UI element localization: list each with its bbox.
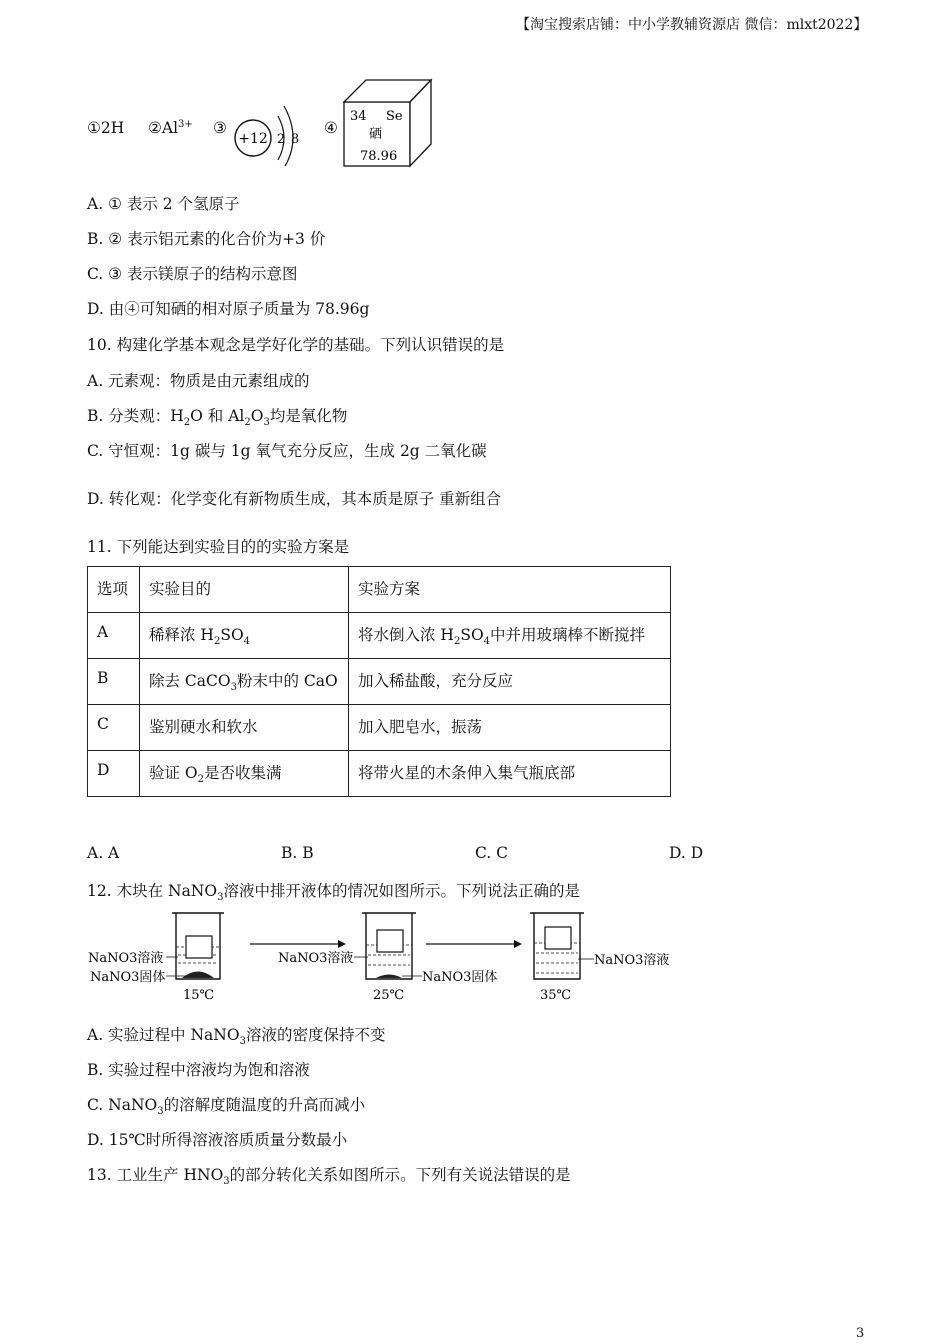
plan-text: 将水倒入浓 H — [358, 626, 454, 644]
element-symbol: Se — [386, 109, 403, 124]
q12-c-sub: 3 — [157, 1106, 164, 1118]
temp-25c: 25℃ — [373, 988, 405, 1003]
q10-b-mid1: O 和 Al — [190, 407, 245, 425]
q12-stem-post: 溶液中排开液体的情况如图所示。下列说法正确的是 — [223, 882, 580, 900]
q10-option-c: C. 守恒观：1g 碳与 1g 氧气充分反应，生成 2g 二氧化碳 — [87, 442, 487, 460]
row-option: A — [88, 613, 140, 659]
q12-stem — [87, 879, 580, 904]
q9-item2-charge: 3+ — [178, 118, 193, 130]
row-plan: 加入肥皂水，振荡 — [349, 705, 671, 751]
magnesium-atom-diagram — [228, 102, 308, 166]
q12-a-post: 溶液的密度保持不变 — [245, 1026, 386, 1044]
row-plan: 将带火星的木条伸入集气瓶底部 — [349, 751, 671, 797]
goal-text: 是否收集满 — [204, 764, 282, 782]
goal-text: 除去 CaCO — [149, 672, 231, 690]
q9-item2 — [148, 119, 193, 137]
plan-text: 中并用玻璃棒不断搅拌 — [490, 626, 646, 644]
nucleus-charge: +12 — [238, 131, 268, 147]
goal-text: 粉末中的 CaO — [236, 672, 338, 690]
q9-item3-label: ③ — [213, 119, 227, 137]
atomic-number: 34 — [350, 109, 367, 124]
q9-option-c: C. ③ 表示镁原子的结构示意图 — [87, 265, 298, 283]
solution-label-1: NaNO3溶液 — [88, 951, 164, 966]
goal-text: 验证 O — [149, 764, 198, 782]
q10-option-a: A. 元素观：物质是由元素组成的 — [87, 372, 310, 390]
row-option: B — [88, 659, 140, 705]
experiment-table — [87, 566, 671, 797]
q10-b-sub3: 3 — [263, 417, 270, 429]
selenium-element-cube — [342, 78, 436, 170]
solid-pile — [376, 975, 402, 979]
q9-item4-label: ④ — [324, 119, 338, 137]
solid-label-2: NaNO3固体 — [422, 970, 498, 985]
table-row — [88, 705, 671, 751]
row-goal — [140, 659, 349, 705]
q12-option-c — [87, 1093, 366, 1118]
row-goal: 鉴别硬水和软水 — [140, 705, 349, 751]
solution-label-3: NaNO3溶液 — [594, 953, 670, 968]
q12-c-pre: C. NaNO — [87, 1096, 158, 1114]
shell2-electrons: 8 — [290, 132, 300, 147]
q12-c-post: 的溶解度随温度的升高而减小 — [163, 1096, 366, 1114]
goal-sub: 4 — [243, 636, 251, 648]
q10-b-sub2: 2 — [244, 417, 251, 429]
shell1-electrons: 2 — [276, 132, 286, 147]
table-row — [88, 659, 671, 705]
q12-option-a — [87, 1023, 386, 1048]
q12-a-sub: 3 — [239, 1036, 246, 1048]
row-option: D — [88, 751, 140, 797]
q9-option-d: D. 由④可知硒的相对原子质量为 78.96g — [87, 300, 370, 318]
goal-sub: 3 — [230, 682, 237, 694]
page-number: 3 — [856, 1326, 865, 1341]
element-name: 硒 — [369, 127, 383, 142]
beaker-25c — [362, 913, 416, 979]
q9-item1: ①2H — [87, 119, 125, 137]
q12-option-b: B. 实验过程中溶液均为饱和溶液 — [87, 1061, 310, 1079]
plan-text: SO — [460, 626, 484, 644]
q11-option-c: C. C — [475, 844, 509, 862]
q10-b-prefix: B. 分类观：H — [87, 407, 184, 425]
table-header-row — [88, 567, 671, 613]
q11-option-d: D. D — [669, 844, 704, 862]
q13-stem-sub: 3 — [223, 1176, 230, 1188]
q11-option-a: A. A — [87, 844, 120, 862]
temp-15c: 15℃ — [183, 988, 215, 1003]
q9-option-b: B. ② 表示铝元素的化合价为+3 价 — [87, 230, 326, 248]
solid-pile — [182, 972, 214, 979]
goal-text: SO — [220, 626, 244, 644]
goal-text: 稀释浓 H — [149, 626, 214, 644]
q10-option-d: D. 转化观：化学变化有新物质生成，其本质是原子 重新组合 — [87, 490, 502, 508]
row-option: C — [88, 705, 140, 751]
q10-stem: 10. 构建化学基本观念是学好化学的基础。下列认识错误的是 — [87, 336, 505, 354]
q10-option-b — [87, 404, 348, 429]
solution-label-2: NaNO3溶液 — [278, 951, 354, 966]
q13-stem — [87, 1163, 571, 1188]
goal-sub: 2 — [213, 636, 221, 648]
q13-stem-pre: 13. 工业生产 HNO — [87, 1166, 224, 1184]
plan-sub: 2 — [453, 636, 461, 648]
q9-item2-text: ②Al — [148, 119, 179, 137]
q12-stem-pre: 12. 木块在 NaNO — [87, 882, 218, 900]
row-goal — [140, 751, 349, 797]
q9-option-a: A. ① 表示 2 个氢原子 — [87, 195, 240, 213]
solid-label-1: NaNO3固体 — [90, 970, 166, 985]
q10-b-mid2: O — [250, 407, 264, 425]
beaker-35c — [530, 913, 584, 979]
table-row — [88, 613, 671, 659]
q10-b-sub1: 2 — [183, 417, 191, 429]
header-banner: 【淘宝搜索店铺：中小学教辅资源店 微信：mlxt2022】 — [516, 17, 868, 33]
q12-option-d: D. 15℃时所得溶液溶质质量分数最小 — [87, 1131, 348, 1149]
row-plan — [349, 613, 671, 659]
beaker-diagram — [86, 905, 686, 1007]
header-goal: 实验目的 — [140, 567, 349, 613]
q11-stem: 11. 下列能达到实验目的的实验方案是 — [87, 538, 350, 556]
wood-block — [545, 927, 571, 949]
table-row — [88, 751, 671, 797]
plan-sub: 4 — [483, 636, 491, 648]
wood-block — [186, 936, 212, 958]
temp-35c: 35℃ — [540, 988, 572, 1003]
header-plan: 实验方案 — [349, 567, 671, 613]
wood-block — [377, 930, 403, 952]
atomic-mass: 78.96 — [360, 149, 398, 164]
row-plan: 加入稀盐酸，充分反应 — [349, 659, 671, 705]
q10-b-suffix: 均是氧化物 — [269, 407, 348, 425]
q12-a-pre: A. 实验过程中 NaNO — [87, 1026, 240, 1044]
row-goal — [140, 613, 349, 659]
q12-stem-sub: 3 — [217, 892, 224, 904]
goal-sub: 2 — [197, 774, 205, 786]
header-option: 选项 — [88, 567, 140, 613]
q13-stem-post: 的部分转化关系如图所示。下列有关说法错误的是 — [229, 1166, 571, 1184]
beaker-15c — [172, 913, 224, 979]
q11-option-b: B. B — [281, 844, 314, 862]
